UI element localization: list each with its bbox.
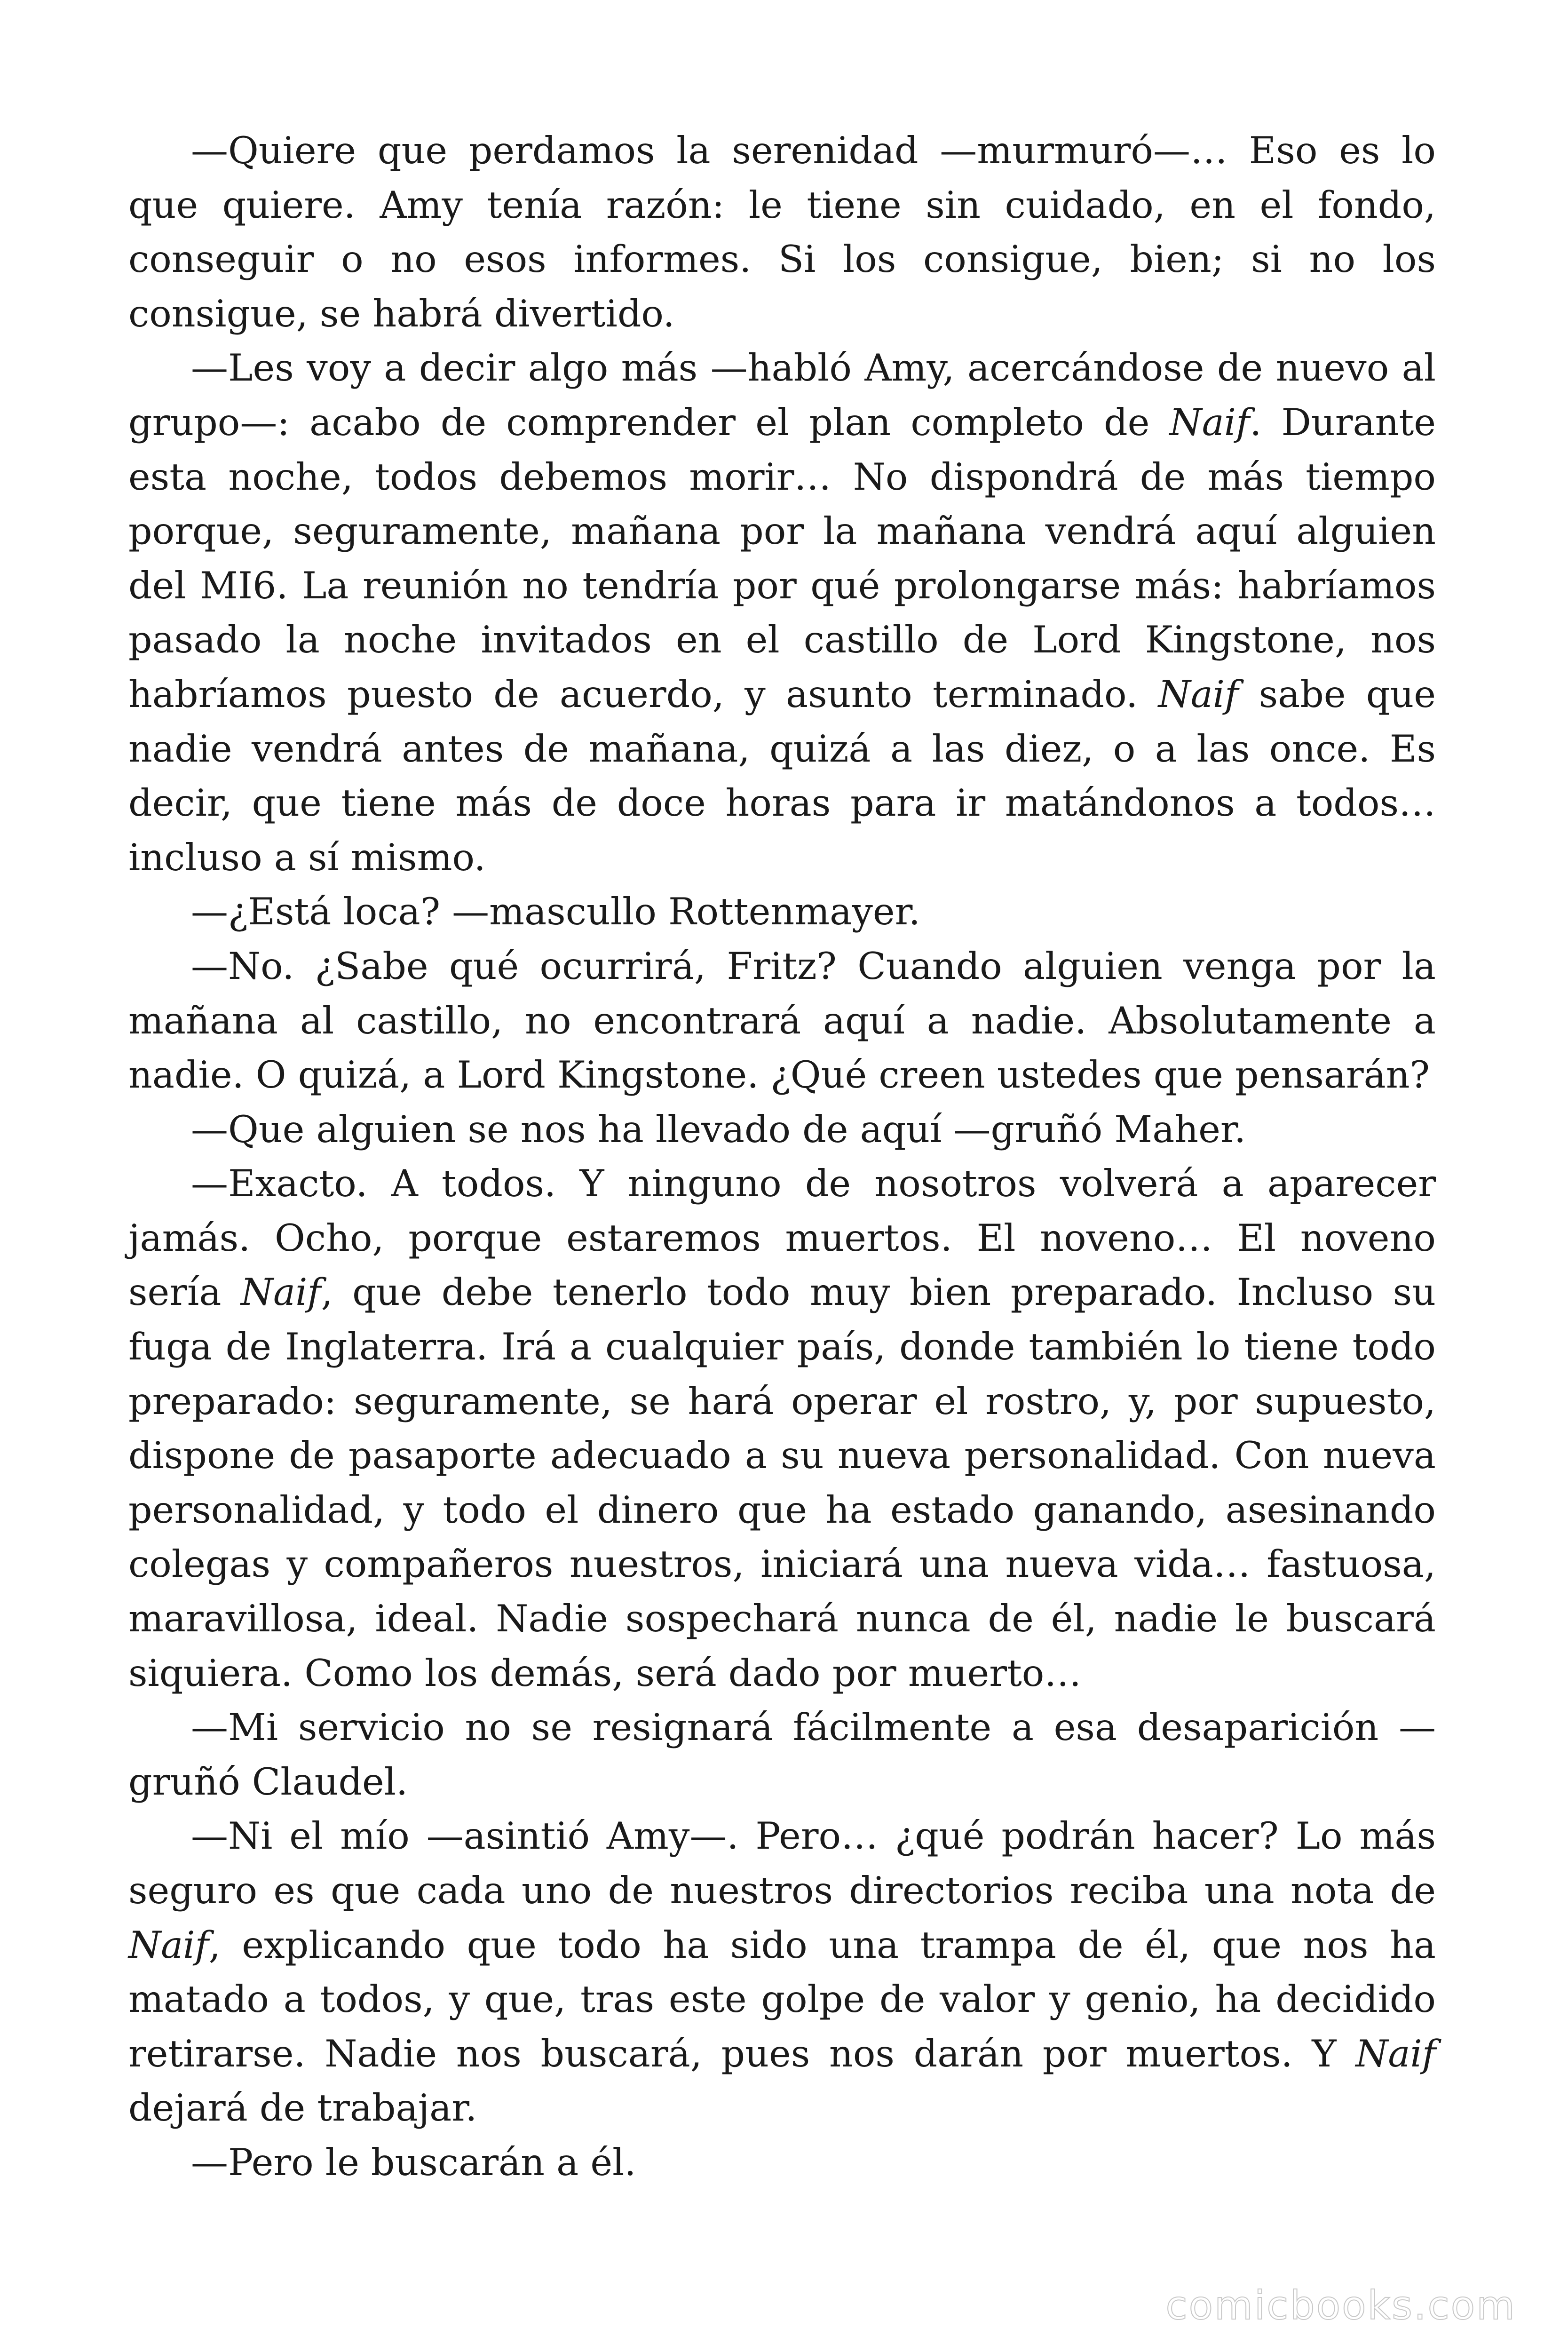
text-run: —Mi servicio no se resignará fácilmente a esa desaparición —gruñó Claudel. [128, 1706, 1436, 1804]
italic-name: Naif [1158, 672, 1239, 716]
paragraph [128, 885, 1436, 939]
body-text [128, 124, 1436, 2190]
watermark: comicbooks.com [1165, 2282, 1516, 2328]
italic-name: Naif [1355, 2032, 1436, 2075]
text-run: —No. ¿Sabe qué ocurrirá, Fritz? Cuando alguien venga por la mañana al castillo, no encontrará aquí a nadie. Absolutamente a nadie. O quizá, a Lord Kingstone. ¿Qué creen ustedes que pensarán? [128, 944, 1436, 1097]
text-run: —Que alguien se nos ha llevado de aquí —gruñó Maher. [191, 1107, 1246, 1151]
italic-name: Naif [128, 1923, 209, 1967]
paragraph [128, 1700, 1436, 1809]
paragraph [128, 1809, 1436, 2136]
paragraph [128, 124, 1436, 341]
text-run: . Durante esta noche, todos debemos morir… No dispondrá de más tiempo porque, seguramente, mañana por la mañana vendrá aquí alguien del MI6. La reunión no tendría por qué prolongarse más: habríamos pasado la noche invitados en el castillo de Lord Kingstone, nos habríamos puesto de acuerdo, y asunto terminado. [128, 400, 1436, 716]
text-run: —¿Está loca? —mascullo Rottenmayer. [191, 890, 920, 934]
italic-name: Naif [240, 1271, 321, 1314]
text-run: —Exacto. A todos. Y ninguno de nosotros volverá a aparecer jamás. Ocho, porque estaremos muertos. El noveno… El noveno sería [128, 1162, 1436, 1314]
paragraph [128, 2136, 1436, 2190]
text-run: —Ni el mío —asintió Amy—. Pero… ¿qué podrán hacer? Lo más seguro es que cada uno de nuestros directorios reciba una nota de [128, 1814, 1436, 1912]
paragraph [128, 939, 1436, 1103]
text-run: , explicando que todo ha sido una trampa de él, que nos ha matado a todos, y que, tras este golpe de valor y genio, ha decidido retirarse. Nadie nos buscará, pues nos darán por muertos. Y [128, 1923, 1436, 2075]
text-run: dejará de trabajar. [128, 2086, 477, 2130]
paragraph [128, 1103, 1436, 1157]
text-run: , que debe tenerlo todo muy bien preparado. Incluso su fuga de Inglaterra. Irá a cualquier país, donde también lo tiene todo preparado: seguramente, se hará operar el rostro, y, por supuesto, dispone de pasaporte adecuado a su nueva personalidad. Con nueva personalidad, y todo el dinero que ha estado ganando, asesinando colegas y compañeros nuestros, iniciará una nueva vida… fastuosa, maravillosa, ideal. Nadie sospechará nunca de él, nadie le buscará siquiera. Como los demás, será dado por muerto… [128, 1271, 1436, 1695]
paragraph [128, 1157, 1436, 1700]
paragraph [128, 341, 1436, 885]
text-run: —Pero le buscarán a él. [191, 2140, 636, 2184]
text-run: sabe que nadie vendrá antes de mañana, quizá a las diez, o a las once. Es decir, que tiene más de doce horas para ir matándonos a todos… incluso a sí mismo. [128, 672, 1436, 879]
text-run: —Les voy a decir algo más —habló Amy, acercándose de nuevo al grupo—: acabo de comprender el plan completo de [128, 346, 1436, 444]
text-run: —Quiere que perdamos la serenidad —murmuró—… Eso es lo que quiere. Amy tenía razón: le tiene sin cuidado, en el fondo, conseguir o no esos informes. Si los consigue, bien; si no los consigue, se habrá divertido. [128, 129, 1436, 335]
italic-name: Naif [1169, 400, 1250, 444]
